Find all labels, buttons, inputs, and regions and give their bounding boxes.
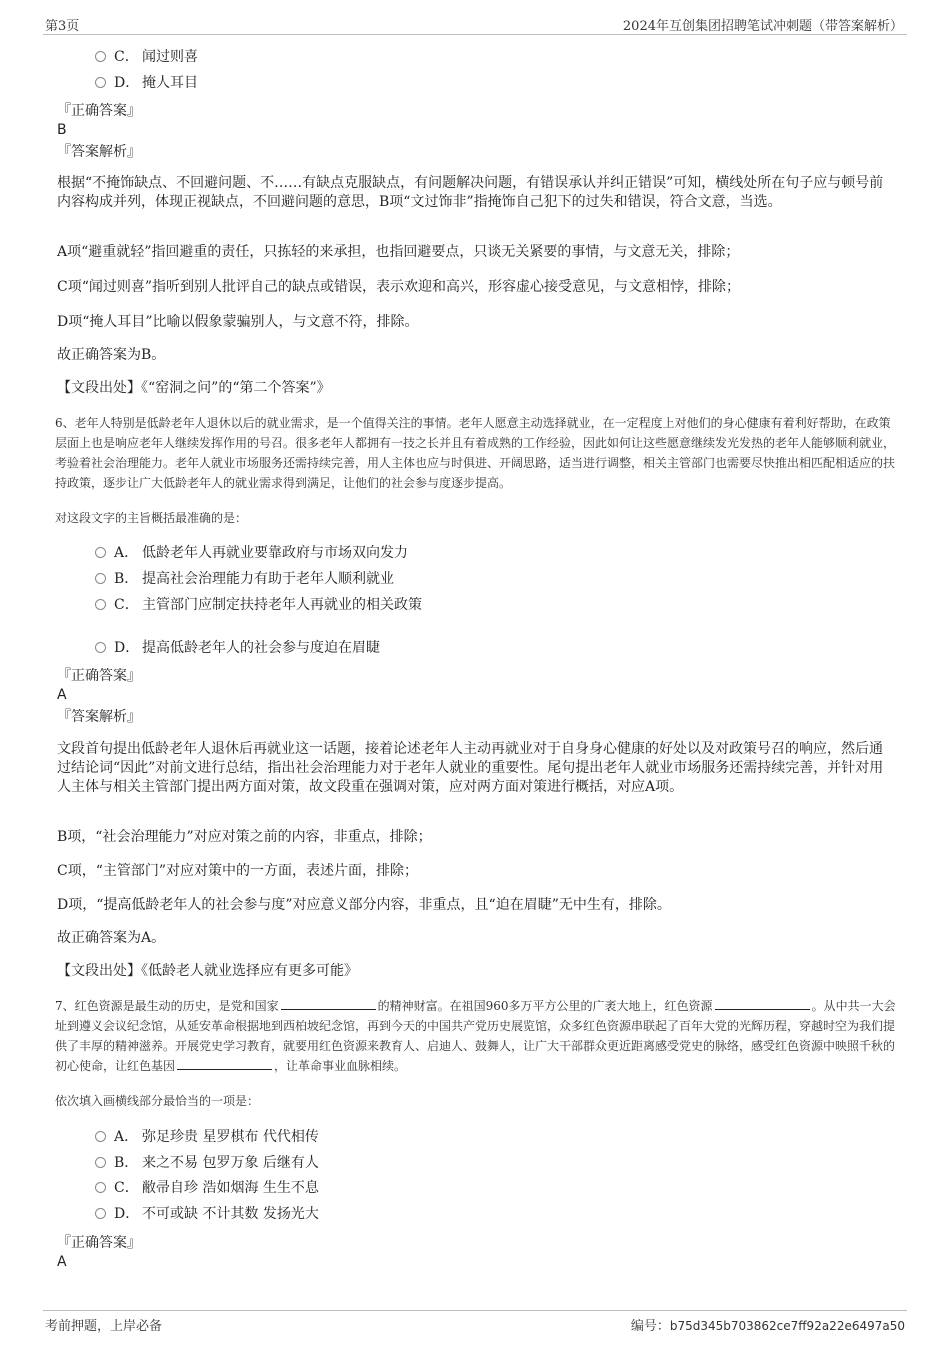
q7-question-text [55, 996, 897, 1076]
q6-conclusion: 故正确答案为A。 [57, 930, 166, 946]
option-letter: C． [114, 49, 139, 65]
q5-option-c[interactable] [95, 47, 198, 67]
option-letter: D． [114, 640, 140, 656]
option-letter: A． [114, 545, 139, 561]
q5-analysis-label: 『答案解析』 [57, 144, 141, 160]
q6-prompt: 对这段文字的主旨概括最准确的是： [55, 511, 248, 525]
option-text: 提高社会治理能力有助于老年人顺利就业 [142, 571, 394, 587]
radio-icon[interactable] [95, 77, 106, 88]
option-letter: D． [114, 75, 140, 91]
code-value: b75d345b703862ce7ff92a22e6497a50 [669, 1319, 905, 1333]
q5-answer: B [57, 122, 67, 138]
header-divider [43, 34, 907, 35]
radio-icon[interactable] [95, 1182, 106, 1193]
radio-icon[interactable] [95, 573, 106, 584]
q7-text-part: 7、红色资源是最生动的历史，是党和国家 [55, 999, 279, 1013]
q6-analysis-paragraph: 文段首句提出低龄老年人退休后再就业这一话题，接着论述老年人主动再就业对于自身身心健康的好处以及对政策号召的响应，然后通过结论词“因此”对前文进行总结，指出社会治理能力对于老年人就业的重要性。尾句提出老年人就业市场服务还需持续完善，并针对用人主体与相关主管部门提出两方面对策，故文段重在强调对策，应对两方面对策进行概括，对应A项。 [57, 741, 884, 795]
option-text: 低龄老年人再就业要靠政府与市场双向发力 [142, 545, 408, 561]
footer-slogan: 考前押题，上岸必备 [45, 1319, 163, 1334]
radio-icon[interactable] [95, 51, 106, 62]
document-title: 2024年互创集团招聘笔试冲刺题（带答案解析） [622, 19, 903, 34]
fill-blank [715, 997, 810, 1010]
option-text: 提高低龄老年人的社会参与度迫在眉睫 [142, 640, 380, 656]
q5-analysis-paragraph: D项“掩人耳目”比喻以假象蒙骗别人，与文意不符，排除。 [57, 314, 419, 330]
q6-source: 【文段出处】《低龄老人就业选择应有更多可能》 [57, 963, 358, 979]
q6-analysis-label: 『答案解析』 [57, 709, 141, 725]
q6-question-text: 6、老年人特别是低龄老年人退休以后的就业需求，是一个值得关注的事情。老年人愿意主动选择就业，在一定程度上对他们的身心健康有着利好帮助，在政策层面上也是响应老年人继续发挥作用的号召。很多老年人都拥有一技之长并且有着成熟的工作经验，因此如何让这些愿意继续发光发热的老年人能够顺利就业，考验着社会治理能力。老年人就业市场服务还需持续完善，用人主体也应与时俱进、开阔思路，适当进行调整，相关主管部门也需要尽快推出相匹配相适应的扶持政策，逐步让广大低龄老年人的就业需求得到满足，让他们的社会参与度逐步提高。 [55, 416, 896, 490]
radio-icon[interactable] [95, 1157, 106, 1168]
q7-prompt: 依次填入画横线部分最恰当的一项是： [55, 1094, 260, 1108]
document-code [631, 1315, 905, 1334]
q5-analysis-paragraph: A项“避重就轻”指回避重的责任，只拣轻的来承担，也指回避要点，只谈无关紧要的事情，与文意无关，排除； [57, 244, 740, 260]
option-text: 弥足珍贵 星罗棋布 代代相传 [142, 1129, 319, 1145]
q6-analysis-paragraph: B项，“社会治理能力”对应对策之前的内容，非重点，排除； [57, 829, 432, 845]
code-label: 编号： [630, 1319, 670, 1334]
q5-analysis-paragraph: C项“闻过则喜”指听到别人批评自己的缺点或错误，表示欢迎和高兴，形容虚心接受意见，与文意相悖，排除； [57, 279, 741, 295]
q6-answer-label: 『正确答案』 [57, 668, 141, 684]
option-letter: D． [114, 1206, 140, 1222]
q7-text-part: ，让革命事业血脉相续。 [274, 1059, 407, 1073]
q6-analysis-paragraph: C项，“主管部门”对应对策中的一方面，表述片面，排除； [57, 863, 419, 879]
q7-option-d[interactable] [95, 1204, 319, 1224]
q6-answer: A [57, 687, 67, 703]
q5-source: 【文段出处】《“窑洞之问”的“第二个答案”》 [57, 380, 331, 396]
option-text: 闻过则喜 [142, 49, 198, 65]
fill-blank [177, 1057, 272, 1070]
q7-text-part: 的精神财富。在祖国960多万平方公里的广袤大地上，红色资源 [377, 999, 713, 1013]
option-text: 来之不易 包罗万象 后继有人 [142, 1155, 319, 1171]
option-text: 敝帚自珍 浩如烟海 生生不息 [142, 1180, 319, 1196]
option-letter: B． [114, 571, 139, 587]
option-text: 不可或缺 不计其数 发扬光大 [142, 1206, 319, 1222]
q7-answer: A [57, 1254, 67, 1270]
q5-answer-label: 『正确答案』 [57, 103, 141, 119]
option-letter: C． [114, 1180, 139, 1196]
q7-option-a[interactable] [95, 1127, 319, 1147]
q5-conclusion: 故正确答案为B。 [57, 347, 166, 363]
footer-divider [43, 1310, 907, 1311]
q7-option-c[interactable] [95, 1178, 319, 1198]
option-text: 主管部门应制定扶持老年人再就业的相关政策 [142, 597, 422, 613]
q5-option-d[interactable] [95, 73, 198, 93]
q5-analysis-paragraph: 根据“不掩饰缺点、不回避问题、不……有缺点克服缺点，有问题解决问题，有错误承认并纠正错误”可知，横线处所在句子应与顿号前内容构成并列，体现正视缺点，不回避问题的意思，B项“文过饰非”指掩饰自己犯下的过失和错误，符合文意，当选。 [57, 175, 884, 210]
q7-text-part: 。从中共一大会址到遵义会议纪念馆，从延安革命根据地到西柏坡纪念馆，再到今天的中国共产党历史展览馆，众多红色资源串联起了百年大党的光辉历程，穿越时空为我们提供了丰厚的精神滋养。开展党史学习教育，就要用红色资源来教育人、启迪人、鼓舞人，让广大干部群众更近距离感受党史的脉络，感受红色资源中映照千秋的初心使命，让红色基因 [55, 999, 896, 1073]
q6-option-b[interactable] [95, 569, 394, 589]
q6-option-a[interactable] [95, 543, 408, 563]
radio-icon[interactable] [95, 547, 106, 558]
fill-blank [281, 997, 376, 1010]
page-number: 第3页 [45, 19, 80, 34]
radio-icon[interactable] [95, 642, 106, 653]
q6-option-c[interactable] [95, 595, 422, 615]
q6-analysis-paragraph: D项，“提高低龄老年人的社会参与度”对应意义部分内容，非重点，且“迫在眉睫”无中生有，排除。 [57, 897, 671, 913]
radio-icon[interactable] [95, 1208, 106, 1219]
radio-icon[interactable] [95, 599, 106, 610]
option-text: 掩人耳目 [142, 75, 198, 91]
q7-option-b[interactable] [95, 1153, 319, 1173]
q7-answer-label: 『正确答案』 [57, 1235, 141, 1251]
option-letter: A． [114, 1129, 139, 1145]
q6-option-d[interactable] [95, 638, 380, 658]
radio-icon[interactable] [95, 1131, 106, 1142]
option-letter: B． [114, 1155, 139, 1171]
option-letter: C． [114, 597, 139, 613]
